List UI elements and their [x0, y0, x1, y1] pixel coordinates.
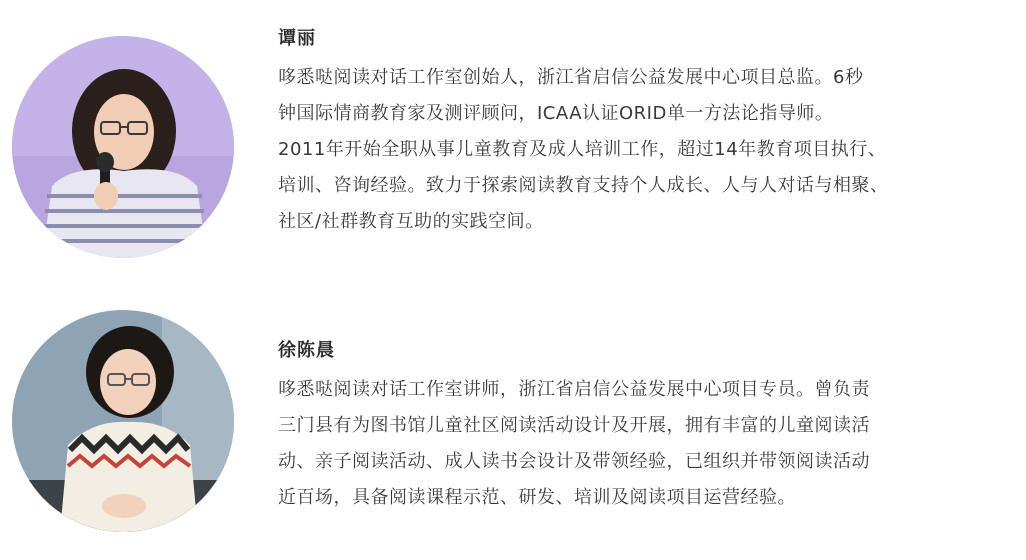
bio-line: 培训、咨询经验。致力于探索阅读教育支持个人成长、人与人对话与相聚、	[278, 175, 889, 196]
bio-line: 2011年开始全职从事儿童教育及成人培训工作，超过14年教育项目执行、	[278, 139, 887, 160]
bio-line: 钟国际情商教育家及测评顾问，ICAA认证ORID单一方法论指导师。	[278, 103, 834, 124]
profile-photo-1	[12, 36, 234, 258]
bio-line: 动、亲子阅读活动、成人读书会设计及带领经验，已组织并带领阅读活动	[278, 451, 870, 472]
profile-text-1	[278, 26, 1018, 240]
bio-line: 哆悉哒阅读对话工作室讲师，浙江省启信公益发展中心项目专员。曾负责	[278, 379, 870, 400]
profile-photo-2	[12, 310, 234, 532]
profile-name-2: 徐陈晨	[278, 340, 335, 361]
profile-card-2	[0, 300, 1026, 560]
profile-text-2	[278, 338, 1018, 516]
bio-line: 社区/社群教育互助的实践空间。	[278, 211, 544, 232]
profile-name-1: 谭丽	[278, 28, 316, 49]
bio-line: 哆悉哒阅读对话工作室创始人，浙江省启信公益发展中心项目总监。6秒	[278, 67, 864, 88]
bio-line: 三门县有为图书馆儿童社区阅读活动设计及开展，拥有丰富的儿童阅读活	[278, 415, 870, 436]
bio-line: 近百场，具备阅读课程示范、研发、培训及阅读项目运营经验。	[278, 487, 796, 508]
